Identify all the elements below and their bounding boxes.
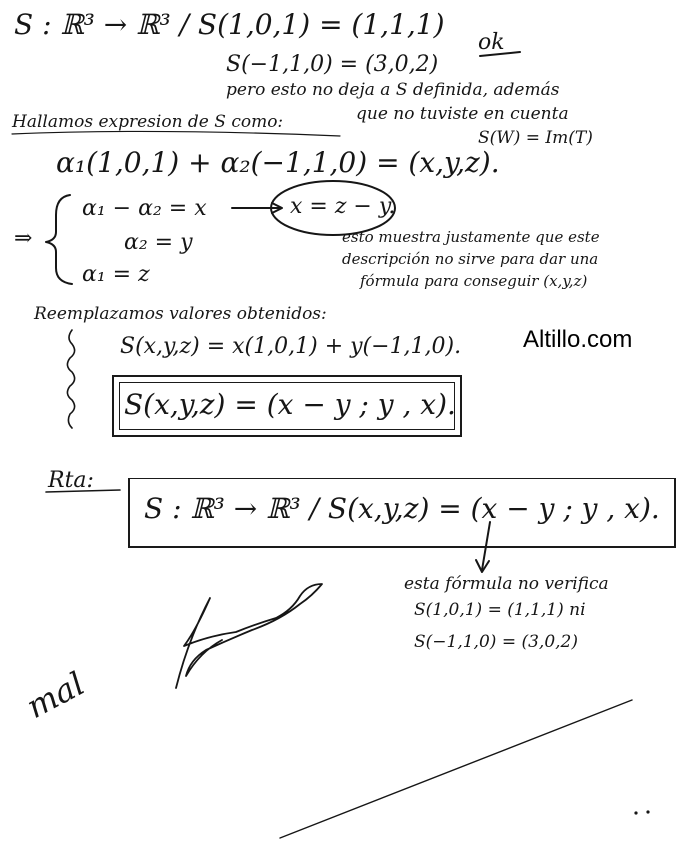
correction-line-2: que no tuviste en cuenta [356, 104, 569, 124]
side-note-line-2: descripción no sirve para dar una [342, 250, 599, 268]
system-brace [46, 195, 72, 284]
circled-result: x = z − y. [290, 194, 396, 219]
definition-line-1: S : ℝ³ → ℝ³ / S(1,0,1) = (1,1,1) [14, 8, 445, 41]
answer-text: S : ℝ³ → ℝ³ / S(x,y,z) = (x − y ; y , x). [144, 492, 660, 525]
system-implies: ⇒ [14, 226, 33, 251]
squiggle-line [67, 330, 74, 428]
system-eq-3: α₁ = z [82, 262, 150, 287]
ok-mark: ok [478, 30, 505, 55]
system-eq-2: α₂ = y [124, 230, 193, 255]
correction-line-3: S(W) = Im(T) [478, 128, 593, 148]
diagonal-line [280, 700, 632, 838]
side-note-line-1: esto muestra justamente que este [342, 228, 600, 246]
signature [176, 584, 322, 688]
heading-underline [12, 131, 340, 136]
watermark: Altillo.com [523, 326, 633, 353]
verification-line-1: esta fórmula no verifica [404, 574, 609, 594]
work-heading: Hallamos expresion de S como: [12, 112, 284, 132]
correction-line-1: pero esto no deja a S definida, además [226, 80, 560, 100]
definition-line-2: S(−1,1,0) = (3,0,2) [226, 52, 439, 77]
linear-combination: α₁(1,0,1) + α₂(−1,1,0) = (x,y,z). [56, 146, 500, 179]
boxed-result: S(x,y,z) = (x − y ; y , x). [124, 388, 456, 421]
verification-line-3: S(−1,1,0) = (3,0,2) [414, 632, 578, 652]
substitution-expression: S(x,y,z) = x(1,0,1) + y(−1,1,0). [120, 334, 462, 359]
substitution-heading: Reemplazamos valores obtenidos: [34, 304, 327, 324]
answer-label: Rta: [48, 468, 94, 493]
side-note-line-3: fórmula para conseguir (x,y,z) [360, 272, 588, 290]
system-eq-1: α₁ − α₂ = x [82, 196, 207, 221]
verification-line-2: S(1,0,1) = (1,1,1) ni [414, 600, 586, 620]
grade-mark: mal [20, 664, 91, 726]
